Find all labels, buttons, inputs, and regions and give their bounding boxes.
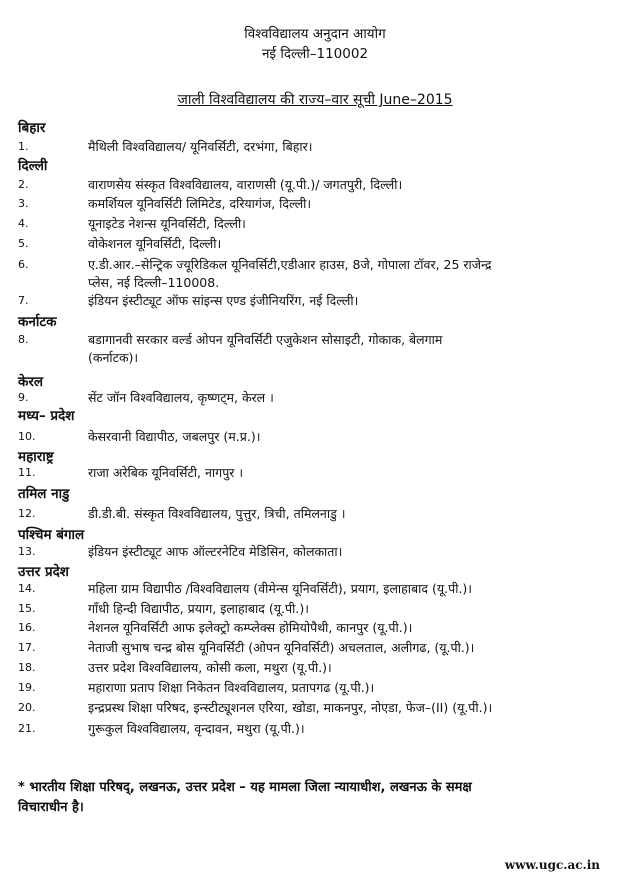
university-entry: वोकेशनल यूनिवर्सिटी, दिल्ली। xyxy=(88,236,222,251)
item-number: 18. xyxy=(18,661,36,674)
website-link[interactable]: www.ugc.ac.in xyxy=(504,858,600,872)
university-entry: बडागानवी सरकार वर्ल्ड ओपन यूनिवर्सिटी एजुकेशन सोसाइटी, गोकाक, बेलगाम xyxy=(88,332,443,347)
university-entry: (कर्नाटक)। xyxy=(88,350,139,365)
state-heading: केरल xyxy=(18,374,44,390)
state-heading: बिहार xyxy=(18,120,46,136)
university-entry: वाराणसेय संस्कृत विश्वविद्यालय, वाराणसी (यू.पी.)/ जगतपुरी, दिल्ली। xyxy=(88,177,403,192)
item-number: 4. xyxy=(18,217,29,230)
org-name: विश्वविद्यालय अनुदान आयोग xyxy=(244,26,386,42)
org-city: नई दिल्ली–110002 xyxy=(261,46,369,62)
item-number: 1. xyxy=(18,140,29,153)
item-number: 20. xyxy=(18,701,36,714)
item-number: 11. xyxy=(18,466,36,479)
item-number: 3. xyxy=(18,197,29,210)
item-number: 8. xyxy=(18,333,29,346)
university-entry: राजा अरेबिक यूनिवर्सिटी, नागपुर । xyxy=(88,465,244,480)
university-entry: महाराणा प्रताप शिक्षा निकेतन विश्वविद्यालय, प्रतापगढ (यू.पी.)। xyxy=(88,680,375,695)
university-entry: नेशनल यूनिवर्सिटी आफ इलेक्ट्रो कम्प्लेक्स होमियोपैथी, कानपुर (यू.पी.)। xyxy=(88,620,413,635)
university-entry: मैथिली विश्वविद्यालय/ यूनिवर्सिटी, दरभंगा, बिहार। xyxy=(88,139,313,154)
item-number: 13. xyxy=(18,545,36,558)
item-number: 5. xyxy=(18,237,29,250)
university-entry: उत्तर प्रदेश विश्वविद्यालय, कोसी कला, मथुरा (यू.पी.)। xyxy=(88,660,332,675)
university-entry: गुरूकुल विश्वविद्यालय, वृन्दावन, मथुरा (यू.पी.)। xyxy=(88,721,305,736)
university-entry: कमर्शियल यूनिवर्सिटी लिमिटेड, दरियागंज, दिल्ली। xyxy=(88,196,312,211)
state-heading: उत्तर प्रदेश xyxy=(18,564,69,580)
item-number: 7. xyxy=(18,294,29,307)
item-number: 15. xyxy=(18,602,36,615)
university-entry: नेताजी सुभाष चन्द्र बोस यूनिवर्सिटी (ओपन यूनिवर्सिटी) अचलताल, अलीगढ, (यू.पी.)। xyxy=(88,640,475,655)
item-number: 14. xyxy=(18,582,36,595)
university-entry: इंडियन इंस्टीट्यूट आफ ऑल्टरनेटिव मेडिसिन, कोलकाता। xyxy=(88,544,343,559)
state-heading: पश्चिम बंगाल xyxy=(18,527,85,543)
note-line-2: विचाराधीन है। xyxy=(18,800,84,815)
item-number: 10. xyxy=(18,430,36,443)
item-number: 2. xyxy=(18,178,29,191)
state-heading: तमिल नाडु xyxy=(18,486,70,502)
state-heading: कर्नाटक xyxy=(18,314,57,330)
note-line-1: * भारतीय शिक्षा परिषद्, लखनऊ, उत्तर प्रदेश – यह मामला जिला न्यायाधीश, लखनऊ के समक्ष xyxy=(18,780,472,795)
university-entry: ए.डी.आर.–सेन्ट्रिक ज्यूरिडिकल यूनिवर्सिटी,एडीआर हाउस, 8जे, गोपाला टॉवर, 25 राजेन्द्र xyxy=(88,257,492,272)
item-number: 21. xyxy=(18,722,36,735)
state-heading: मध्य– प्रदेश xyxy=(18,408,75,424)
item-number: 12. xyxy=(18,507,36,520)
university-entry: महिला ग्राम विद्यापीठ /विश्वविद्यालय (वीमेन्स यूनिवर्सिटी), प्रयाग, इलाहाबाद (यू.पी.)। xyxy=(88,581,473,596)
university-entry: सेंट जॉन विश्वविद्यालय, कृष्णट्म, केरल । xyxy=(88,390,274,405)
state-heading: दिल्ली xyxy=(18,158,48,174)
item-number: 16. xyxy=(18,621,36,634)
university-entry: डी.डी.बी. संस्कृत विश्वविद्यालय, पुत्तुर, त्रिची, तमिलनाडु । xyxy=(88,506,346,521)
item-number: 19. xyxy=(18,681,36,694)
university-entry: यूनाइटेड नेशन्स यूनिवर्सिटी, दिल्ली। xyxy=(88,216,246,231)
university-entry: इन्द्रप्रस्थ शिक्षा परिषद, इन्स्टीट्यूशनल एरिया, खोडा, माकनपुर, नोएडा, फेज–(II) (यू.पी.)। xyxy=(88,700,493,715)
item-number: 6. xyxy=(18,258,29,271)
university-entry: प्लेस, नई दिल्ली–110008. xyxy=(88,275,220,290)
state-heading: महाराष्ट्र xyxy=(18,449,54,465)
university-entry: इंडियन इंस्टीट्यूट ऑफ सांइन्स एण्ड इंजीनियरिंग, नई दिल्ली। xyxy=(88,293,359,308)
page-title: जाली विश्वविद्यालय की राज्य–वार सूची June–2015 xyxy=(177,92,453,108)
university-entry: गाँधी हिन्दी विद्यापीठ, प्रयाग, इलाहाबाद (यू.पी.)। xyxy=(88,601,309,616)
university-entry: केसरवानी विद्यापीठ, जबलपुर (म.प्र.)। xyxy=(88,429,261,444)
item-number: 9. xyxy=(18,391,29,404)
item-number: 17. xyxy=(18,641,36,654)
